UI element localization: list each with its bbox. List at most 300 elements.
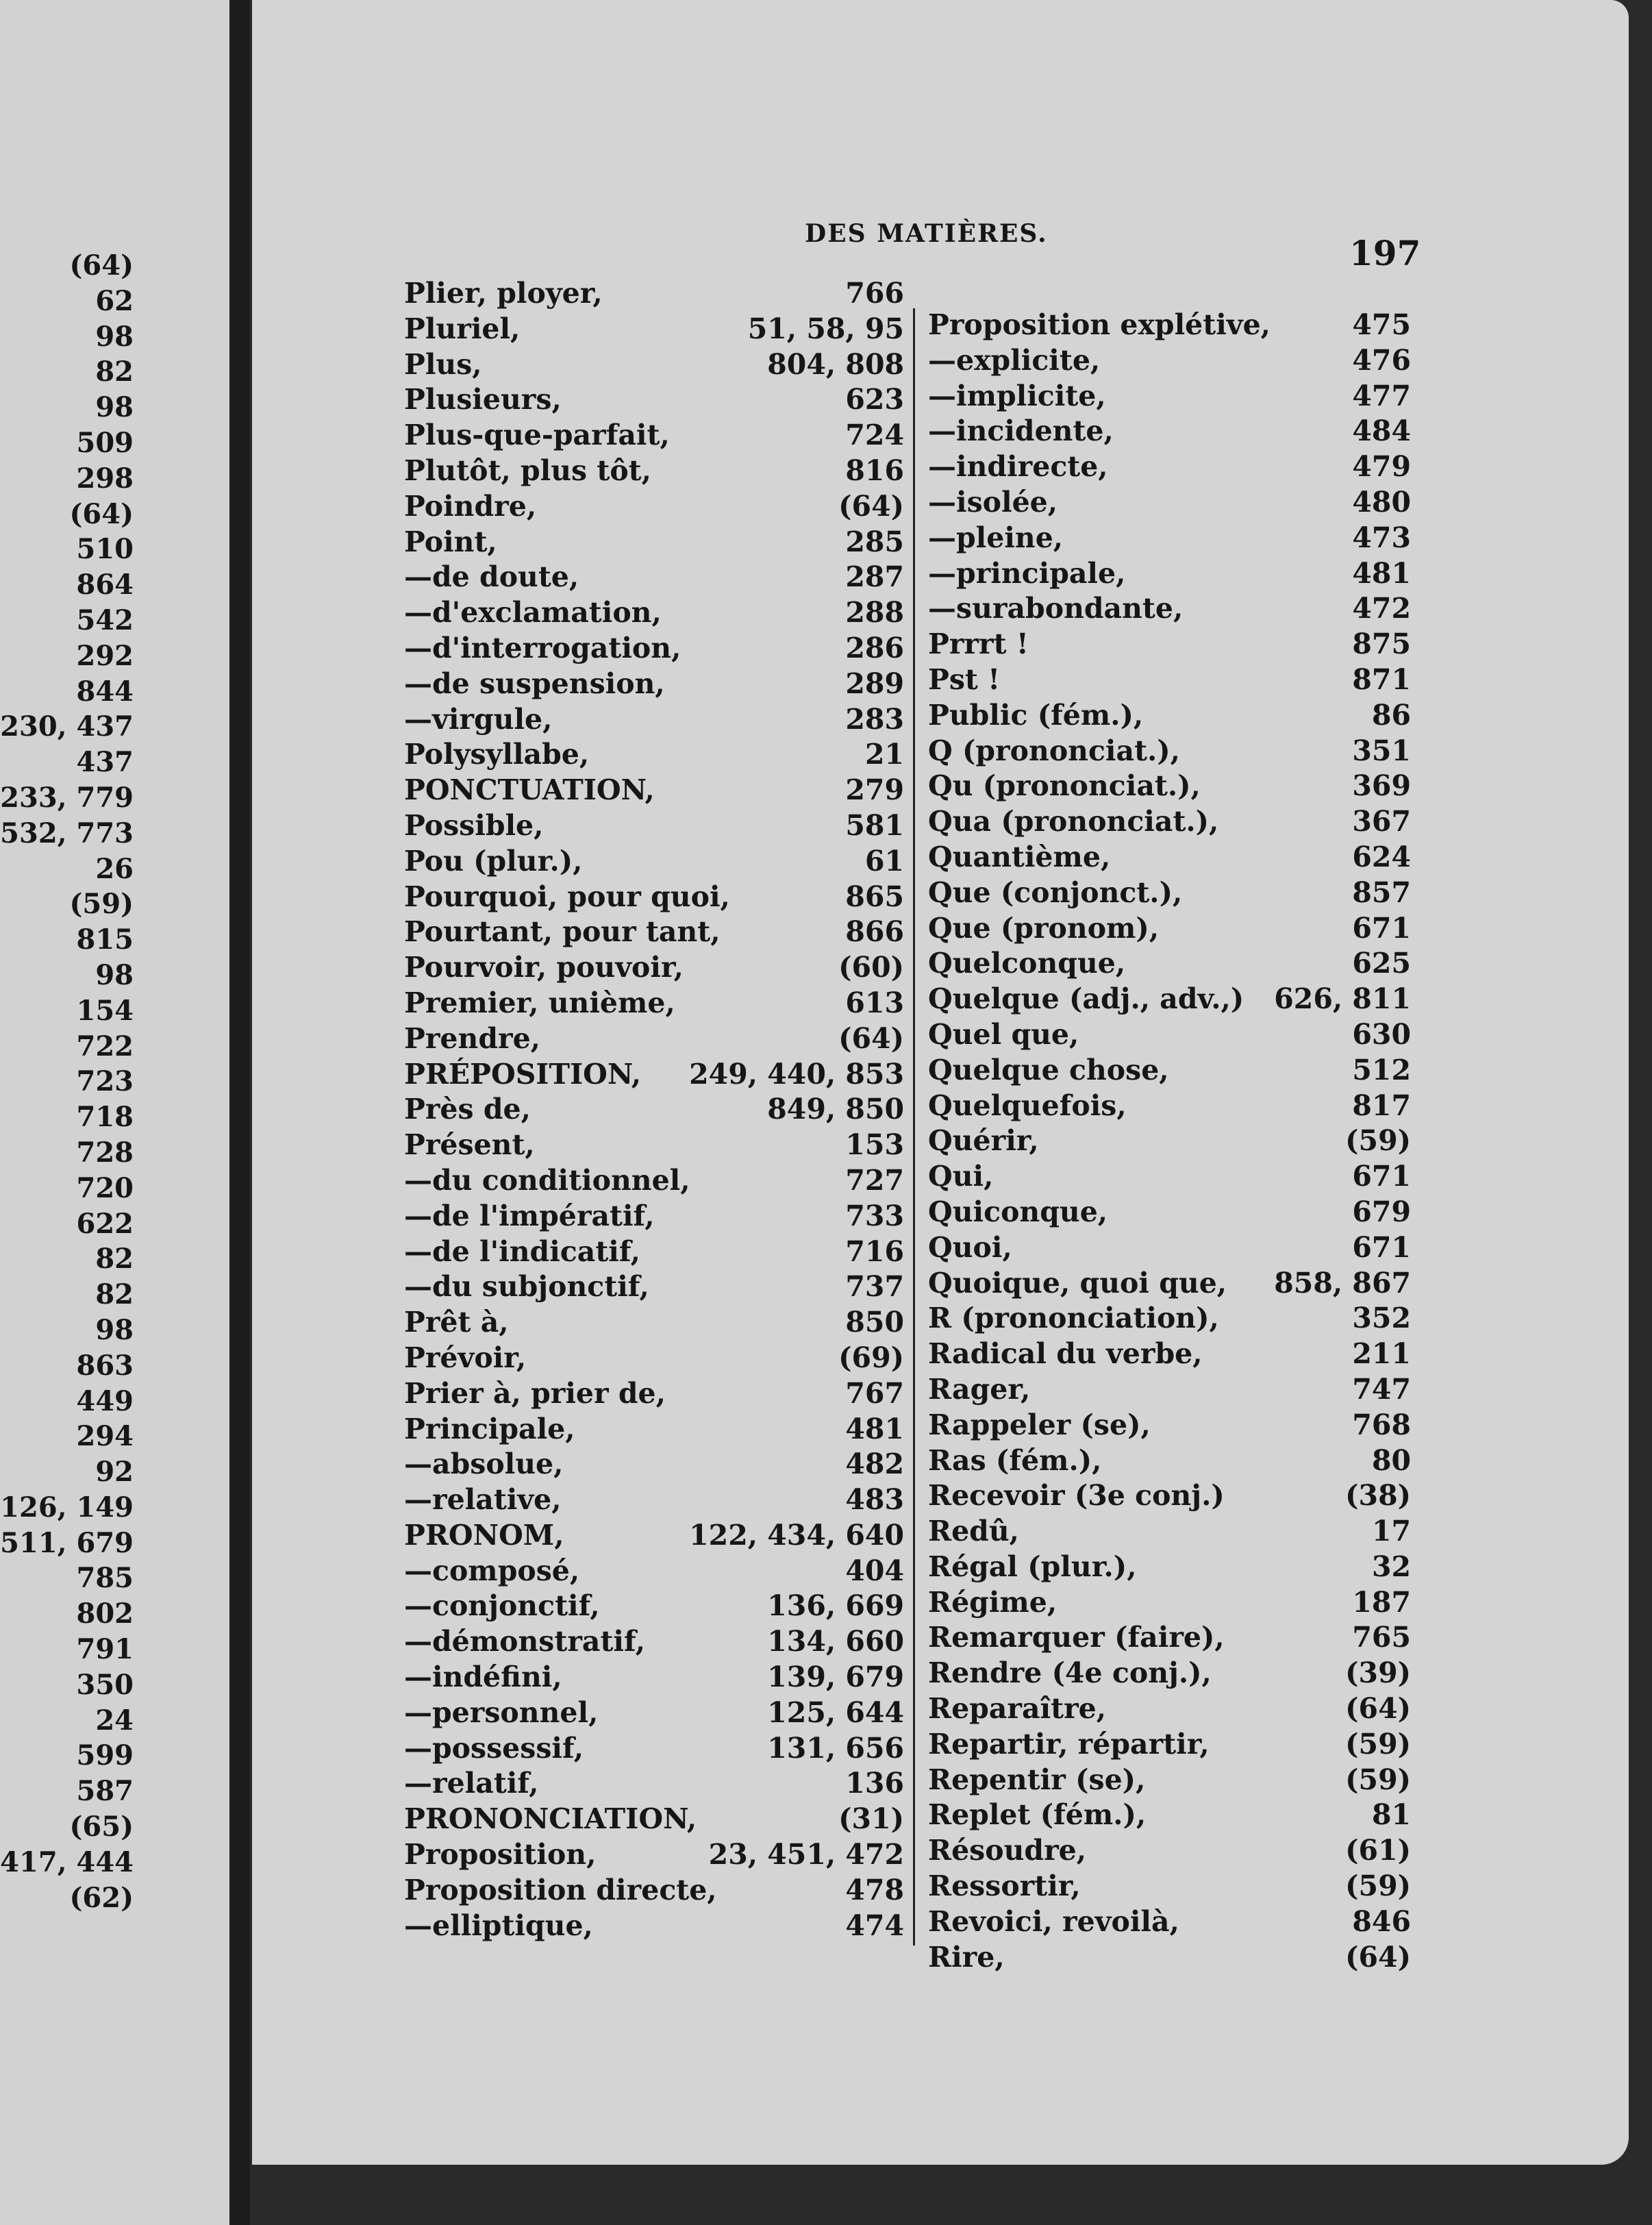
index-page-ref: 766 (845, 277, 904, 310)
index-term: Quoique, quoi que, (928, 1266, 1227, 1300)
index-term: Pst ! (928, 662, 1001, 696)
index-term: Ras (fém.), (928, 1443, 1102, 1477)
index-page-ref: (60) (838, 951, 904, 984)
index-page-ref: 32 (1371, 1550, 1411, 1583)
index-entry (928, 1834, 1411, 1869)
index-entry (928, 1267, 1411, 1302)
index-term: —virgule, (404, 702, 553, 736)
index-term: Régime, (928, 1585, 1057, 1619)
index-entry (404, 951, 904, 986)
index-page-ref: 283 (845, 702, 904, 736)
left-page-number: 126, 149 (0, 1491, 134, 1524)
index-entry (928, 557, 1411, 593)
index-entry (404, 1696, 904, 1732)
index-term: PONCTUATION, (404, 773, 655, 807)
index-term: Radical du verbe, (928, 1337, 1203, 1371)
index-entry (928, 1798, 1411, 1834)
index-entry (928, 1621, 1411, 1656)
left-page-number: 298 (76, 462, 134, 495)
index-page-ref: (31) (838, 1802, 904, 1836)
index-page-ref: 482 (845, 1447, 904, 1481)
index-entry (404, 1767, 904, 1802)
index-page-ref: 51, 58, 95 (747, 312, 904, 345)
index-entry (404, 1128, 904, 1164)
index-term: Pourtant, pour tant, (404, 915, 721, 949)
index-entry (404, 1625, 904, 1661)
left-page-number: 532, 773 (0, 817, 134, 849)
index-entry (928, 805, 1411, 841)
index-entry (404, 1093, 904, 1128)
index-term: Plus, (404, 347, 482, 381)
left-page-number: 815 (76, 923, 134, 956)
index-page-ref: 404 (845, 1554, 904, 1587)
index-entry (928, 699, 1411, 734)
left-page-number: 542 (76, 604, 134, 636)
index-page-ref: 481 (845, 1412, 904, 1445)
index-term: Que (conjonct.), (928, 875, 1183, 909)
index-term: —de l'impératif, (404, 1199, 655, 1232)
index-term: Recevoir (3e conj.) (928, 1479, 1225, 1513)
index-term: Repartir, répartir, (928, 1727, 1210, 1761)
index-term: —indéfini, (404, 1661, 562, 1694)
index-page-ref: 512 (1352, 1053, 1411, 1086)
index-entry (928, 344, 1411, 380)
index-term: —absolue, (404, 1447, 564, 1481)
left-page-number: 510 (76, 533, 134, 566)
index-entry (928, 1515, 1411, 1550)
index-page-ref: 850 (845, 1306, 904, 1339)
index-term: Rager, (928, 1372, 1031, 1406)
index-page-ref: 476 (1352, 343, 1411, 377)
index-term: Proposition directe, (404, 1873, 717, 1906)
index-entry (928, 734, 1411, 770)
index-page-ref: (61) (1345, 1834, 1411, 1867)
index-page-ref: 858, 867 (1274, 1266, 1411, 1300)
index-page-ref: 352 (1352, 1302, 1411, 1335)
left-page-number: 791 (76, 1633, 134, 1666)
index-page-ref: 86 (1371, 698, 1411, 732)
index-term: Pourquoi, pour quoi, (404, 880, 730, 913)
index-entry (404, 1447, 904, 1483)
index-term: —possessif, (404, 1731, 584, 1765)
index-page-ref: 369 (1352, 769, 1411, 803)
index-entry (928, 1018, 1411, 1054)
index-term: Quantième, (928, 840, 1111, 873)
index-entry (928, 627, 1411, 663)
index-page-ref: 125, 644 (767, 1695, 904, 1729)
index-entry (928, 1160, 1411, 1195)
index-entry (404, 1058, 904, 1093)
index-page-ref: 724 (845, 419, 904, 452)
index-page-ref: 136 (845, 1767, 904, 1800)
index-entry (928, 521, 1411, 557)
index-term: PRONONCIATION, (404, 1802, 697, 1836)
index-entry (404, 880, 904, 916)
index-page-ref: 737 (845, 1270, 904, 1304)
index-term: Qui, (928, 1160, 994, 1193)
index-term: Qua (prononciat.), (928, 805, 1219, 838)
left-page-number: 802 (76, 1598, 134, 1630)
index-page-ref: (64) (1345, 1940, 1411, 1974)
index-term: Principale, (404, 1412, 575, 1445)
left-page-number: 863 (76, 1349, 134, 1382)
index-term: Quelconque, (928, 947, 1126, 980)
index-page-ref: 866 (845, 915, 904, 949)
index-entry (928, 1905, 1411, 1941)
index-page-ref: 288 (845, 596, 904, 630)
left-page-number: 98 (95, 958, 134, 991)
index-entry (404, 490, 904, 525)
left-page-number: 98 (95, 1313, 134, 1346)
column-divider (913, 308, 915, 1946)
index-term: Plier, ployer, (404, 277, 603, 310)
left-page-number: 511, 679 (0, 1526, 134, 1559)
left-page-number: 294 (76, 1420, 134, 1453)
index-entry (928, 1692, 1411, 1728)
index-page-ref: 481 (1352, 556, 1411, 590)
index-entry (928, 1231, 1411, 1267)
index-term: Quel que, (928, 1017, 1079, 1051)
index-page-ref: (39) (1345, 1656, 1411, 1690)
index-page-ref: 816 (845, 453, 904, 487)
index-page-ref: 671 (1352, 1230, 1411, 1264)
index-entry (928, 1941, 1411, 1976)
index-page-ref: 477 (1352, 379, 1411, 412)
index-entry (404, 915, 904, 951)
left-page-number: 437 (76, 746, 134, 779)
left-page-number: 509 (76, 426, 134, 459)
index-page-ref: 623 (845, 383, 904, 417)
index-entry (928, 486, 1411, 521)
left-page-number: 98 (95, 391, 134, 424)
index-entry (928, 592, 1411, 627)
index-page-ref: 187 (1352, 1585, 1411, 1619)
index-entry (928, 1408, 1411, 1444)
index-entry (928, 1586, 1411, 1621)
index-page-ref: (59) (1345, 1727, 1411, 1761)
index-term: —du subjonctif, (404, 1270, 649, 1304)
index-term: —principale, (928, 556, 1126, 590)
index-page-ref: (59) (1345, 1763, 1411, 1796)
index-page-ref: 478 (845, 1873, 904, 1906)
index-term: Quoi, (928, 1230, 1012, 1264)
index-term: Remarquer (faire), (928, 1621, 1225, 1654)
index-term: Proposition, (404, 1838, 597, 1872)
index-page-ref: 21 (864, 738, 904, 771)
index-entry (404, 1413, 904, 1448)
index-term: —composé, (404, 1554, 580, 1587)
index-entry (928, 982, 1411, 1018)
index-term: Ressortir, (928, 1869, 1081, 1903)
index-page-ref: 625 (1352, 947, 1411, 980)
index-page-ref: 286 (845, 631, 904, 664)
index-page-ref: 804, 808 (767, 347, 904, 381)
index-page-ref: 134, 660 (767, 1625, 904, 1658)
index-page-ref: 472 (1352, 592, 1411, 625)
index-term: Quelque chose, (928, 1053, 1169, 1086)
index-page-ref: (38) (1345, 1479, 1411, 1513)
index-page-ref: 716 (845, 1234, 904, 1268)
left-page-number: 599 (76, 1739, 134, 1772)
left-page (0, 0, 236, 2225)
index-page-ref: 857 (1352, 875, 1411, 909)
index-entry (404, 1270, 904, 1306)
index-page-ref: 765 (1352, 1621, 1411, 1654)
index-page-ref: 849, 850 (767, 1093, 904, 1126)
index-term: Poindre, (404, 489, 537, 523)
left-page-number: 587 (76, 1775, 134, 1808)
index-entry (928, 1054, 1411, 1089)
index-term: Régal (plur.), (928, 1550, 1137, 1583)
index-entry (404, 1377, 904, 1413)
index-entry (928, 841, 1411, 876)
left-page-number: 417, 444 (0, 1845, 134, 1878)
index-term: —indirecte, (928, 450, 1108, 484)
index-entry (928, 308, 1411, 344)
index-page-ref: (59) (1345, 1869, 1411, 1903)
index-column-left (404, 277, 904, 1944)
index-term: Près de, (404, 1093, 531, 1126)
index-entry (404, 312, 904, 348)
index-page-ref: 279 (845, 773, 904, 807)
index-term: Revoici, revoilà, (928, 1904, 1179, 1938)
index-term: Prendre, (404, 1021, 540, 1055)
index-entry (404, 1164, 904, 1199)
index-page-ref: 153 (845, 1128, 904, 1162)
left-page-number: 844 (76, 675, 134, 708)
index-term: —explicite, (928, 343, 1101, 377)
index-page-ref: 484 (1352, 414, 1411, 448)
index-entry (928, 1302, 1411, 1337)
index-entry (404, 419, 904, 454)
index-term: Plusieurs, (404, 383, 562, 417)
index-term: Possible, (404, 808, 544, 842)
index-entry (404, 632, 904, 667)
index-page-ref: 480 (1352, 485, 1411, 519)
index-page-ref: 624 (1352, 840, 1411, 873)
index-term: Quiconque, (928, 1195, 1108, 1228)
left-page-number: 722 (76, 1030, 134, 1062)
index-entry (928, 947, 1411, 982)
index-page-ref: 61 (864, 844, 904, 878)
index-page-ref: (59) (1345, 1124, 1411, 1158)
index-term: —elliptique, (404, 1909, 593, 1942)
index-term: Résoudre, (928, 1834, 1087, 1867)
index-term: Rendre (4e conj.), (928, 1656, 1212, 1690)
left-page-number: 718 (76, 1101, 134, 1134)
index-page-ref: 846 (1352, 1904, 1411, 1938)
index-page-ref: 626, 811 (1274, 982, 1411, 1016)
index-page-ref: 289 (845, 667, 904, 700)
index-term: —de l'indicatif, (404, 1234, 640, 1268)
index-entry (404, 1199, 904, 1235)
index-page-ref: 23, 451, 472 (708, 1838, 904, 1872)
index-entry (928, 1763, 1411, 1799)
index-page-ref: 475 (1352, 308, 1411, 341)
page-header-title: DES MATIÈRES. (805, 219, 1048, 248)
index-term: —du conditionnel, (404, 1163, 690, 1197)
index-page-ref: 81 (1371, 1798, 1411, 1832)
index-entry (928, 1656, 1411, 1692)
left-page-number: 292 (76, 639, 134, 672)
left-page-number: 622 (76, 1207, 134, 1240)
index-entry (404, 1022, 904, 1058)
left-page-number: 723 (76, 1065, 134, 1098)
index-term: Polysyllabe, (404, 738, 590, 771)
index-term: Point, (404, 525, 497, 558)
index-page-ref: 285 (845, 525, 904, 558)
index-entry (404, 560, 904, 596)
left-page-number: 82 (95, 1243, 134, 1276)
index-page-ref: 351 (1352, 734, 1411, 767)
index-term: —d'exclamation, (404, 596, 662, 630)
index-term: —pleine, (928, 521, 1064, 554)
index-entry (404, 1519, 904, 1554)
index-page-ref: 733 (845, 1199, 904, 1232)
page-number: 197 (1349, 233, 1421, 273)
index-term: Repentir (se), (928, 1763, 1146, 1796)
index-page-ref: 727 (845, 1163, 904, 1197)
left-page-number: 24 (95, 1704, 134, 1737)
index-entry (928, 1373, 1411, 1408)
index-page-ref: 17 (1371, 1515, 1411, 1548)
left-page-number: 350 (76, 1668, 134, 1701)
index-term: Premier, unième, (404, 986, 675, 1019)
left-page-number: 92 (95, 1456, 134, 1489)
index-page-ref: 817 (1352, 1089, 1411, 1122)
index-entry (404, 1909, 904, 1945)
index-term: —incidente, (928, 414, 1114, 448)
index-entry (404, 277, 904, 312)
index-entry (404, 1235, 904, 1271)
index-entry (928, 1337, 1411, 1373)
index-term: Proposition explétive, (928, 308, 1271, 341)
index-page-ref: 474 (845, 1909, 904, 1942)
index-page-ref: 871 (1352, 662, 1411, 696)
index-page-ref: 747 (1352, 1372, 1411, 1406)
left-page-number: (64) (69, 249, 134, 282)
index-page-ref: 875 (1352, 627, 1411, 661)
index-page-ref: 671 (1352, 1160, 1411, 1193)
index-entry (404, 383, 904, 419)
index-page-ref: 767 (845, 1376, 904, 1410)
index-term: Pourvoir, pouvoir, (404, 951, 684, 984)
index-term: Prévoir, (404, 1341, 527, 1374)
index-page-ref: (69) (838, 1341, 904, 1374)
index-term: PRÉPOSITION, (404, 1057, 642, 1091)
left-page-number: (62) (69, 1881, 134, 1914)
index-entry (928, 414, 1411, 450)
index-entry (928, 1728, 1411, 1763)
index-entry (928, 380, 1411, 415)
index-entry (404, 1732, 904, 1767)
left-page-number: 230, 437 (0, 710, 134, 743)
left-page-number: 728 (76, 1136, 134, 1169)
index-page-ref: 679 (1352, 1195, 1411, 1228)
index-term: Quelque (adj., adv.,) (928, 982, 1244, 1016)
index-term: Qu (prononciat.), (928, 769, 1201, 803)
index-entry (928, 876, 1411, 912)
index-page-ref: 473 (1352, 521, 1411, 554)
index-term: Quérir, (928, 1124, 1039, 1158)
index-term: —conjonctif, (404, 1589, 600, 1623)
index-page-ref: 613 (845, 986, 904, 1019)
index-term: —isolée, (928, 485, 1058, 519)
index-entry (404, 348, 904, 384)
index-term: Pluriel, (404, 312, 521, 345)
index-term: Présent, (404, 1128, 535, 1162)
left-page-number: 233, 779 (0, 781, 134, 814)
index-entry (404, 525, 904, 561)
left-page-number: 62 (95, 284, 134, 317)
index-page-ref: 581 (845, 808, 904, 842)
index-entry (404, 1838, 904, 1874)
index-entry (404, 986, 904, 1022)
index-page-ref: 671 (1352, 911, 1411, 945)
left-page-numbers (0, 248, 134, 1915)
index-page-ref: 367 (1352, 805, 1411, 838)
index-entry (404, 1802, 904, 1838)
index-page-ref: (64) (838, 1021, 904, 1055)
left-page-number: 864 (76, 569, 134, 601)
index-entry (928, 912, 1411, 947)
index-term: PRONOM, (404, 1518, 564, 1552)
index-entry (928, 1550, 1411, 1586)
index-entry (404, 738, 904, 773)
index-entry (928, 1444, 1411, 1480)
index-page-ref: 287 (845, 560, 904, 594)
index-term: Public (fém.), (928, 698, 1144, 732)
index-page-ref: 122, 434, 640 (689, 1518, 904, 1552)
index-term: Redû, (928, 1515, 1019, 1548)
index-term: —relatif, (404, 1767, 539, 1800)
left-page-number: (65) (69, 1811, 134, 1843)
index-entry (404, 773, 904, 809)
index-entry (404, 596, 904, 632)
index-term: —d'interrogation, (404, 631, 681, 664)
index-page-ref: 249, 440, 853 (689, 1057, 904, 1091)
index-term: —surabondante, (928, 592, 1184, 625)
index-entry (404, 1554, 904, 1590)
index-term: Plutôt, plus tôt, (404, 453, 651, 487)
left-page-number: 82 (95, 1278, 134, 1311)
index-page-ref: 479 (1352, 450, 1411, 484)
index-page-ref: 630 (1352, 1017, 1411, 1051)
left-page-number: 154 (76, 994, 134, 1027)
index-term: Prrrt ! (928, 627, 1029, 661)
index-term: Prêt à, (404, 1306, 509, 1339)
index-entry (404, 1483, 904, 1519)
index-term: Quelquefois, (928, 1089, 1127, 1122)
index-entry (928, 1479, 1411, 1515)
index-page-ref: 136, 669 (767, 1589, 904, 1623)
index-term: Reparaître, (928, 1692, 1107, 1726)
index-entry (404, 1874, 904, 1909)
index-entry (928, 1089, 1411, 1125)
index-term: Prier à, prier de, (404, 1376, 666, 1410)
index-term: Replet (fém.), (928, 1798, 1147, 1832)
index-entry (404, 1306, 904, 1341)
index-page-ref: 211 (1352, 1337, 1411, 1371)
index-entry (404, 703, 904, 738)
left-page-number: (64) (69, 497, 134, 530)
index-page-ref: 865 (845, 880, 904, 913)
index-term: —personnel, (404, 1695, 599, 1729)
index-page-ref: 768 (1352, 1408, 1411, 1441)
index-term: —de suspension, (404, 667, 665, 700)
index-page-ref: 80 (1371, 1443, 1411, 1477)
index-entry (404, 809, 904, 845)
